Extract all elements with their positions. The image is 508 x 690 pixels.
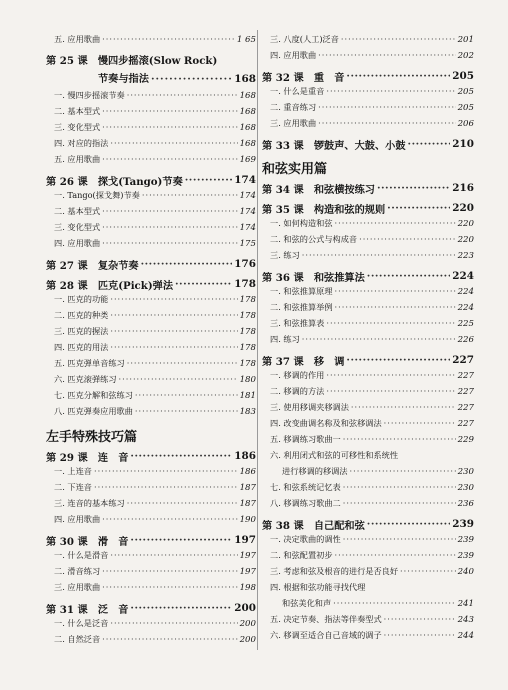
toc-entry: 一. 什么是泛音 ····· 200 bbox=[46, 618, 256, 634]
toc-entry: 二. 基本型式 ····· 168 bbox=[46, 106, 256, 122]
toc-entry: 二. 滑音练习 ····· 197 bbox=[46, 566, 256, 582]
toc-entry: 一. 决定歌曲的调性 ····· 239 bbox=[262, 534, 474, 550]
toc-entry: 八. 匹克弹奏应用歌曲 ····· 183 bbox=[46, 406, 256, 422]
toc-entry: 一. 如何构造和弦 ····· 220 bbox=[262, 218, 474, 234]
toc-entry: 三. 练习 ····· 223 bbox=[262, 250, 474, 266]
lesson-31-heading: 第 31 课 泛 音 ····· 200 bbox=[46, 598, 256, 618]
toc-entry: 五. 移调练习歌曲一 ····· 229 bbox=[262, 434, 474, 450]
toc-entry-line1: 六. 利用闭式和弦的可移性和系统性 bbox=[270, 450, 399, 460]
lesson-29-heading: 第 29 课 连 音 ····· 186 bbox=[46, 446, 256, 466]
lesson-26-heading: 第 26 课 探戈(Tango)节奏 ····· 174 bbox=[46, 170, 256, 190]
section-title-chords: 和弦实用篇 bbox=[262, 161, 328, 177]
toc-entry: 二. 自然泛音 ····· 200 bbox=[46, 634, 256, 650]
toc-entry: 三. 八度(人工)泛音 ····· 201 bbox=[262, 34, 474, 50]
toc-entry: 三. 匹克的握法 ····· 178 bbox=[46, 326, 256, 342]
toc-entry: 三. 变化型式 ····· 168 bbox=[46, 122, 256, 138]
toc-entry: 六. 匹克滚弹练习 ····· 180 bbox=[46, 374, 256, 390]
toc-entry: 四. 匹克的用法 ····· 178 bbox=[46, 342, 256, 358]
lesson-27-heading: 第 27 课 复杂节奏 ····· 176 bbox=[46, 254, 256, 274]
toc-entry: 四. 应用歌曲 ····· 202 bbox=[262, 50, 474, 66]
lesson-25-heading: 第 25 课 慢四步摇滚(Slow Rock) bbox=[46, 55, 218, 67]
toc-entry: 四. 改变曲调名称及和弦移调法 ····· 227 bbox=[262, 418, 474, 434]
toc-entry-line2: 进行移调的移调法 ····· 230 bbox=[262, 466, 474, 482]
column-divider bbox=[257, 30, 258, 650]
toc-entry: 一. 慢四步摇滚节奏 ····· 168 bbox=[46, 90, 256, 106]
toc-entry: 六. 移调至适合自己音域的调子 ····· 244 bbox=[262, 630, 474, 646]
left-column bbox=[46, 34, 256, 650]
toc-entry: 三. 应用歌曲 ····· 198 bbox=[46, 582, 256, 598]
lesson-28-heading: 第 28 课 匹克(Pick)弹法 ····· 178 bbox=[46, 274, 256, 294]
toc-entry: 五. 决定节奏、指法等伴奏型式 ····· 243 bbox=[262, 614, 474, 630]
toc-entry: 三. 应用歌曲 ····· 206 bbox=[262, 118, 474, 134]
toc-entry: 一. 匹克的功能 ····· 178 bbox=[46, 294, 256, 310]
toc-entry: 五. 应用歌曲 ····· 1 65 bbox=[46, 34, 256, 50]
toc-entry: 二. 下连音 ····· 187 bbox=[46, 482, 256, 498]
toc-entry: 三. 和弦推算表 ····· 225 bbox=[262, 318, 474, 334]
toc-entry: 四. 练习 ····· 226 bbox=[262, 334, 474, 350]
toc-entry: 二. 移调的方法 ····· 227 bbox=[262, 386, 474, 402]
toc-entry: 二. 匹克的种类 ····· 178 bbox=[46, 310, 256, 326]
toc-entry: 七. 匹克分解和弦练习 ····· 181 bbox=[46, 390, 256, 406]
lesson-33-heading: 第 33 课 锣鼓声、大鼓、小鼓 ····· 210 bbox=[262, 134, 474, 154]
lesson-35-heading: 第 35 课 构造和弦的规则 ····· 220 bbox=[262, 198, 474, 218]
lesson-32-heading: 第 32 课 重 音 ····· 205 bbox=[262, 66, 474, 86]
toc-entry: 二. 基本型式 ····· 174 bbox=[46, 206, 256, 222]
lesson-30-heading: 第 30 课 滑 音 ····· 197 bbox=[46, 530, 256, 550]
toc-entry: 五. 应用歌曲 ····· 169 bbox=[46, 154, 256, 170]
toc-entry: 四. 应用歌曲 ····· 175 bbox=[46, 238, 256, 254]
right-column bbox=[262, 34, 474, 646]
lesson-34-heading: 第 34 课 和弦横按练习 ····· 216 bbox=[262, 178, 474, 198]
lesson-25-heading-cont: 节奏与指法 ····· 168 bbox=[46, 70, 256, 90]
toc-entry: 三. 变化型式 ····· 174 bbox=[46, 222, 256, 238]
toc-entry: 二. 重音练习 ····· 205 bbox=[262, 102, 474, 118]
toc-entry: 二. 和弦推算举例 ····· 224 bbox=[262, 302, 474, 318]
lesson-36-heading: 第 36 课 和弦推算法 ····· 224 bbox=[262, 266, 474, 286]
toc-entry: 一. 什么是重音 ····· 205 bbox=[262, 86, 474, 102]
toc-entry: 一. 上连音 ····· 186 bbox=[46, 466, 256, 482]
toc-entry: 一. Tango(探戈舞)节奏 ····· 174 bbox=[46, 190, 256, 206]
toc-entry: 五. 匹克弹单音练习 ····· 178 bbox=[46, 358, 256, 374]
toc-entry: 二. 和弦的公式与构成音 ····· 220 bbox=[262, 234, 474, 250]
toc-entry: 七. 和弦系统记忆表 ····· 230 bbox=[262, 482, 474, 498]
lesson-38-heading: 第 38 课 自己配和弦 ····· 239 bbox=[262, 514, 474, 534]
section-title-left-hand: 左手特殊技巧篇 bbox=[46, 429, 138, 445]
toc-entry: 三. 连音的基本练习 ····· 187 bbox=[46, 498, 256, 514]
toc-entry: 八. 移调练习歌曲二 ····· 236 bbox=[262, 498, 474, 514]
toc-entry: 一. 什么是滑音 ····· 197 bbox=[46, 550, 256, 566]
toc-entry: 一. 和弦推算原理 ····· 224 bbox=[262, 286, 474, 302]
lesson-37-heading: 第 37 课 移 调 ····· 227 bbox=[262, 350, 474, 370]
toc-entry: 三. 考虑和弦及根音的进行是否良好 ····· 240 bbox=[262, 566, 474, 582]
toc-entry: 三. 使用移调夹移调法 ····· 227 bbox=[262, 402, 474, 418]
toc-entry: 四. 对应的指法 ····· 168 bbox=[46, 138, 256, 154]
toc-entry: 四. 应用歌曲 ····· 190 bbox=[46, 514, 256, 530]
toc-entry-line1: 四. 根据和弦功能寻找代理 bbox=[270, 582, 366, 592]
toc-entry: 二. 和弦配置初步 ····· 239 bbox=[262, 550, 474, 566]
toc-entry: 一. 移调的作用 ····· 227 bbox=[262, 370, 474, 386]
toc-entry-line2: 和弦美化和声 ····· 241 bbox=[262, 598, 474, 614]
